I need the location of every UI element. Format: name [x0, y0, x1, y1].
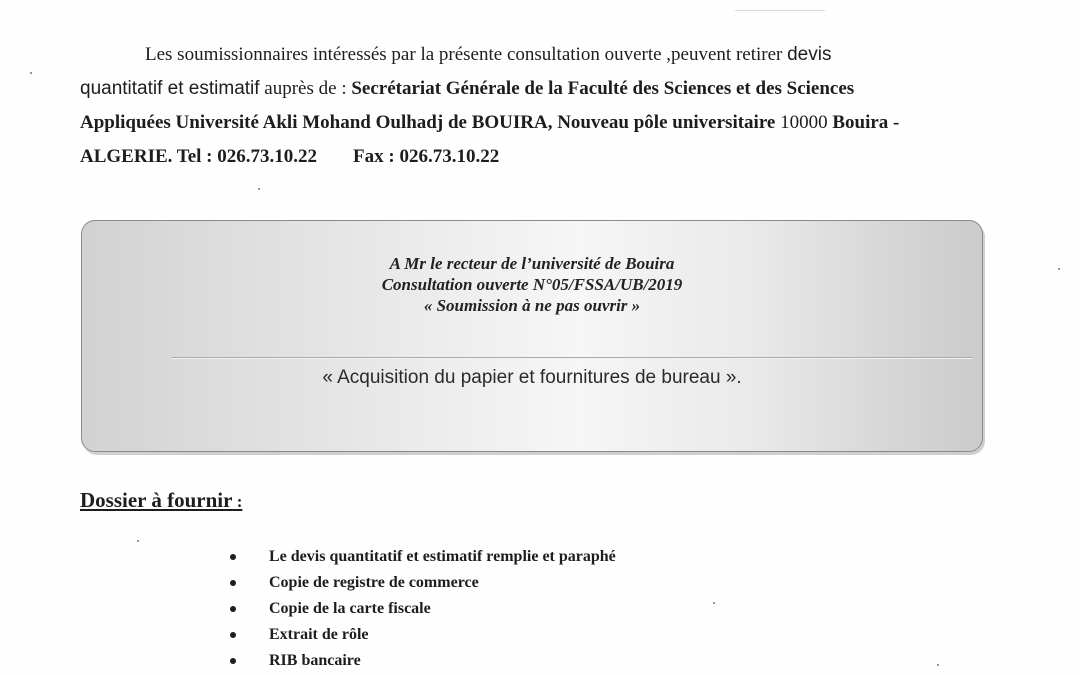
list-item: Copie de la carte fiscale [222, 596, 616, 622]
list-item: Extrait de rôle [222, 622, 616, 648]
envelope-recipient: A Mr le recteur de l’université de Bouira [389, 254, 675, 273]
intro-text-city: Bouira - [832, 112, 900, 133]
scan-mark [735, 0, 825, 11]
intro-text-devis: devis [787, 44, 832, 65]
scan-speck [937, 664, 939, 666]
intro-paragraph [80, 38, 980, 174]
intro-line-1 [80, 38, 980, 72]
envelope-label-box [81, 220, 983, 452]
scan-speck [1058, 268, 1060, 270]
scan-speck [30, 72, 32, 74]
intro-line-3 [80, 106, 980, 140]
dossier-heading-colon: : [232, 492, 243, 511]
required-documents-list [222, 544, 616, 674]
intro-text-quantitatif: quantitatif et estimatif [80, 78, 260, 99]
list-item: RIB bancaire [222, 648, 616, 674]
dossier-heading-text: Dossier à fournir [80, 488, 233, 512]
intro-text-aupres: auprès de : [259, 78, 352, 99]
envelope-divider [172, 357, 972, 359]
intro-text-postcode: 10000 [775, 112, 833, 133]
phone-text: ALGERIE. Tel : 026.73.10.22 [80, 146, 318, 167]
scan-speck [258, 188, 260, 190]
intro-text: Les soumissionnaires intéressés par la présente consultation ouverte ,peuvent retirer [145, 44, 788, 65]
intro-text-address: Appliquées Université Akli Mohand Oulhadj de BOUIRA, Nouveau pôle universitaire [80, 112, 776, 133]
list-item: Copie de registre de commerce [222, 570, 616, 596]
dossier-heading [80, 488, 242, 513]
list-item: Le devis quantitatif et estimatif remplie et paraphé [222, 544, 616, 570]
intro-text-secretariat: Secrétariat Générale de la Faculté des Sciences et des Sciences [351, 78, 855, 99]
envelope-subject: « Acquisition du papier et fournitures de bureau ». [322, 367, 742, 388]
envelope-consultation-number: Consultation ouverte N°05/FSSA/UB/2019 [381, 275, 683, 294]
envelope-address [82, 253, 982, 316]
scan-speck [137, 540, 139, 542]
envelope-notice: « Soumission à ne pas ouvrir » [423, 296, 641, 315]
intro-line-2 [80, 72, 980, 106]
intro-line-4 [80, 140, 980, 174]
fax-text: Fax : 026.73.10.22 [353, 146, 500, 167]
scan-speck [713, 602, 715, 604]
